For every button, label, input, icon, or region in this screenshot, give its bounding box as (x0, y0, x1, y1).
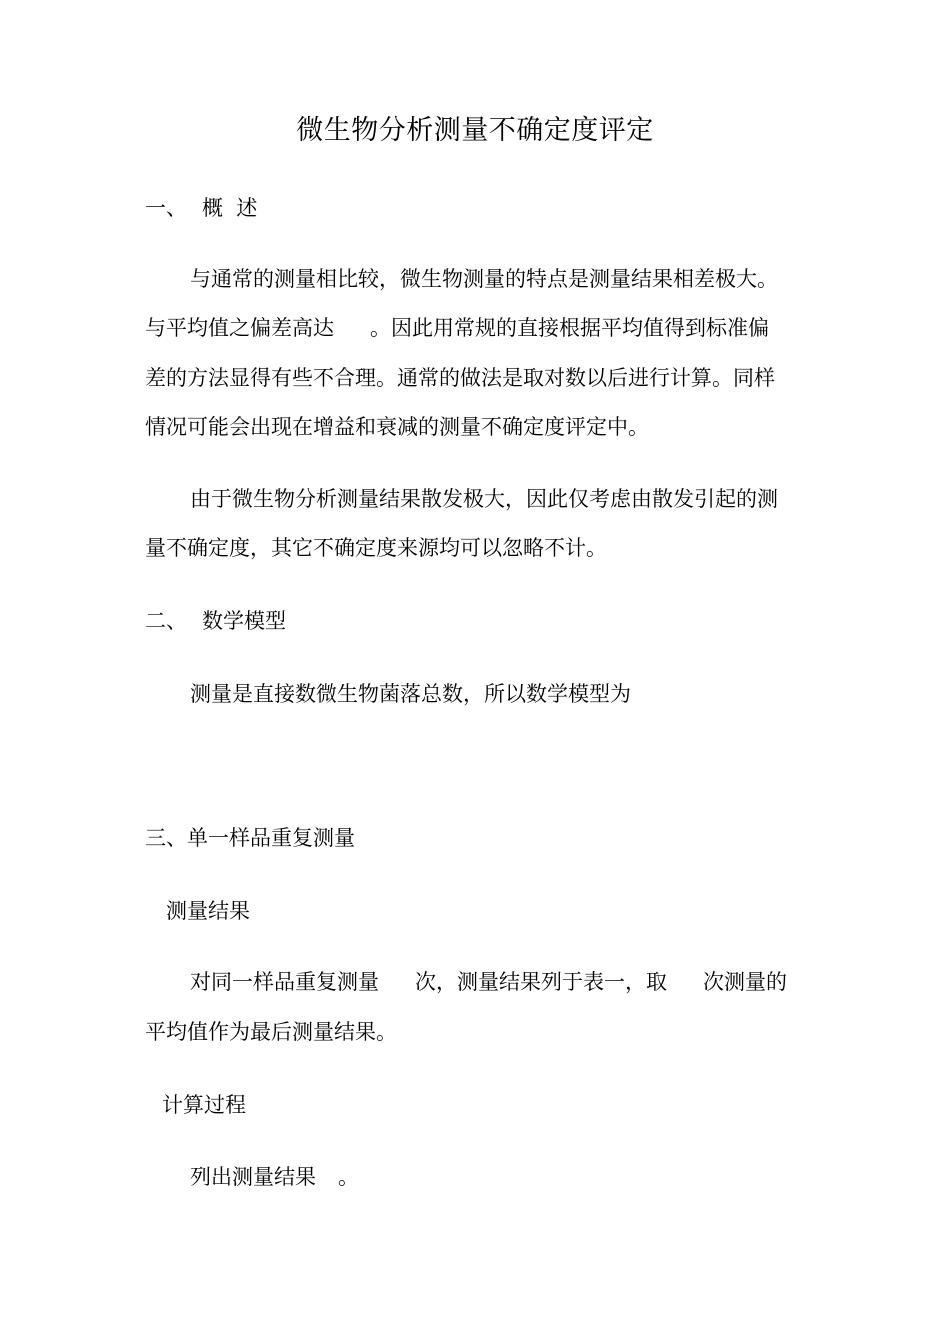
para-1-line-3: 差的方法显得有些不合理。通常的做法是取对数以后进行计算。同样 (145, 366, 775, 390)
section-3-heading: 三、单一样品重复测量 (145, 826, 355, 850)
section-3-para-line-1 (190, 967, 787, 997)
subheading-results: 测量结果 (166, 899, 250, 923)
para-1-line-2-a: 与平均值之偏差高达 (145, 316, 334, 340)
calculation-step-1-b: 。 (338, 1165, 359, 1189)
section-1-heading (145, 193, 257, 223)
para-2-line-2: 量不确定度，其它不确定度来源均可以忽略不计。 (145, 536, 607, 560)
section-2-number: 二、 (145, 609, 187, 633)
section-3-para-b: 次，测量结果列于表一，取 (415, 970, 667, 994)
para-1-line-4: 情况可能会出现在增益和衰减的测量不确定度评定中。 (145, 415, 649, 439)
section-2-title: 数学模型 (202, 609, 286, 633)
calculation-step-1-a: 列出测量结果 (190, 1165, 316, 1189)
subheading-calculation: 计算过程 (162, 1093, 246, 1117)
section-3-para-c: 次测量的 (703, 970, 787, 994)
section-1-number: 一、 (145, 196, 187, 220)
calculation-step-1 (190, 1162, 359, 1192)
para-1-line-1: 与通常的测量相比较，微生物测量的特点是测量结果相差极大。 (190, 267, 778, 291)
para-1-line-2 (145, 313, 769, 343)
section-3-para-a: 对同一样品重复测量 (190, 970, 379, 994)
section-1-title: 概 述 (202, 196, 258, 220)
para-1-line-2-b: 。因此用常规的直接根据平均值得到标准偏 (370, 316, 769, 340)
section-2-heading (145, 606, 286, 636)
section-3-para-line-2: 平均值作为最后测量结果。 (145, 1020, 397, 1044)
document-title: 微生物分析测量不确定度评定 (296, 115, 654, 146)
para-2-line-1: 由于微生物分析测量结果散发极大，因此仅考虑由散发引起的测 (190, 487, 778, 511)
section-2-paragraph: 测量是直接数微生物菌落总数，所以数学模型为 (190, 682, 631, 706)
